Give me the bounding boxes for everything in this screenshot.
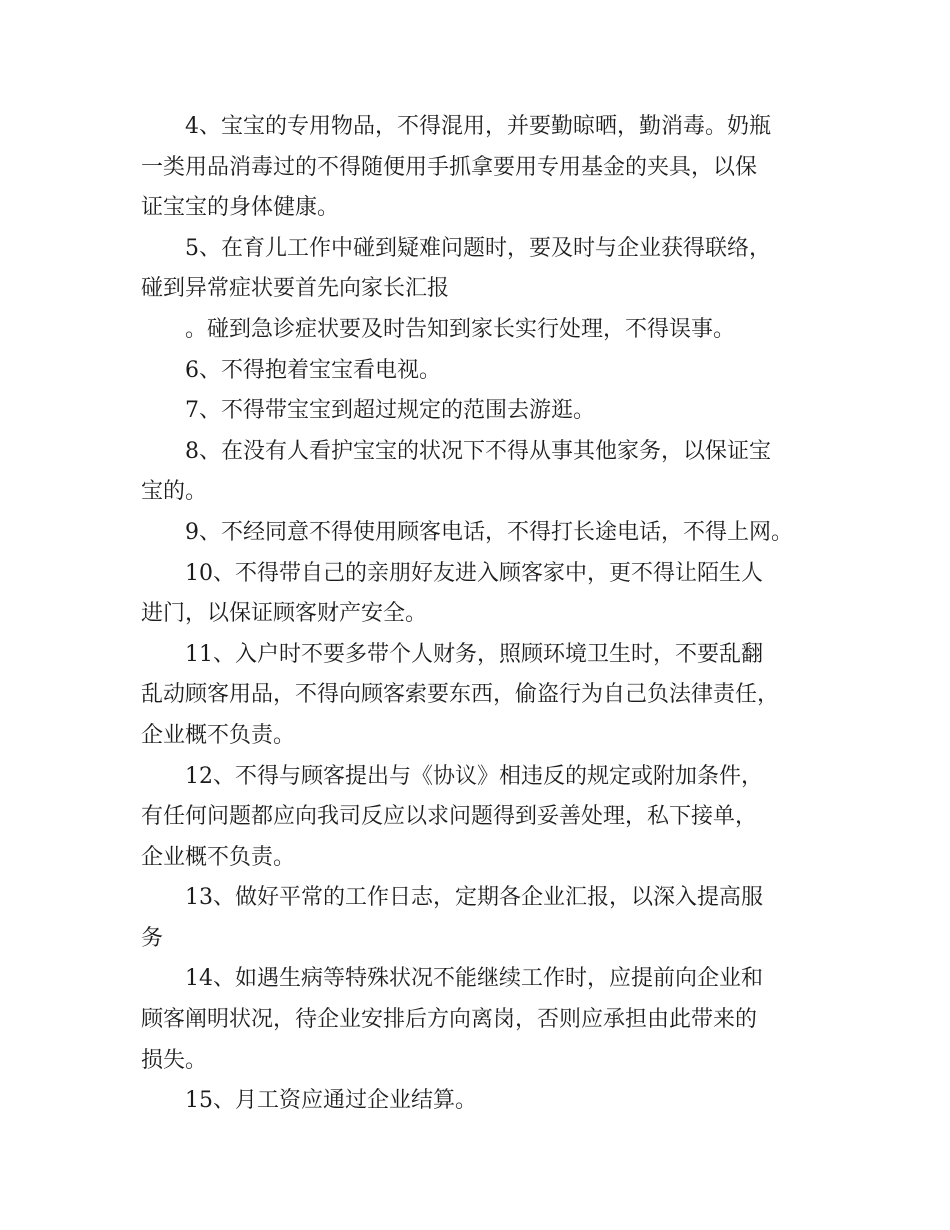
document-line: 15、月工资应通过企业结算。	[185, 1088, 477, 1114]
document-line: 有任何问题都应向我司反应以求问题得到妥善处理，私下接单，	[141, 804, 758, 830]
document-line: 6、不得抱着宝宝看电视。	[185, 357, 441, 383]
document-line: 顾客阐明状况，待企业安排后方向离岗，否则应承担由此带来的	[141, 1007, 758, 1033]
document-line: 碰到异常症状要首先向家长汇报	[141, 276, 450, 302]
document-line: 14、如遇生病等特殊状况不能继续工作时，应提前向企业和	[185, 966, 763, 992]
document-line: 乱动顾客用品，不得向顾客索要东西，偷盗行为自己负法律责任，	[141, 682, 780, 708]
document-line: 5、在育儿工作中碰到疑难问题时，要及时与企业获得联络，	[185, 235, 771, 261]
document-line: 损失。	[141, 1047, 208, 1073]
document-line: 10、不得带自己的亲朋好友进入顾客家中，更不得让陌生人	[185, 560, 763, 586]
document-line: 11、入户时不要多带个人财务，照顾环境卫生时，不要乱翻	[185, 641, 763, 667]
document-line: 企业概不负责。	[141, 844, 296, 870]
document-line: 9、不经同意不得使用顾客电话，不得打长途电话，不得上网。	[185, 519, 793, 545]
document-line: 13、做好平常的工作日志，定期各企业汇报，以深入提高服	[185, 885, 763, 911]
document-line: 8、在没有人看护宝宝的状况下不得从事其他家务，以保证宝	[185, 438, 771, 464]
document-line: 进门，以保证顾客财产安全。	[141, 601, 428, 627]
document-line: 12、不得与顾客提出与《协议》相违反的规定或附加条件，	[185, 763, 763, 789]
document-line: 证宝宝的身体健康。	[141, 195, 340, 221]
document-line: 一类用品消毒过的不得随便用手抓拿要用专用基金的夹具，以保	[141, 154, 758, 180]
document-line: 7、不得带宝宝到超过规定的范围去游逛。	[185, 398, 595, 424]
document-line: 。碰到急诊症状要及时告知到家长实行处理，不得误事。	[185, 316, 736, 342]
document-line: 企业概不负责。	[141, 722, 296, 748]
document-body	[141, 107, 831, 1122]
document-line: 4、宝宝的专用物品，不得混用，并要勤晾晒，勤消毒。奶瓶	[185, 114, 771, 139]
document-line: 宝的。	[141, 479, 208, 505]
document-line: 务	[141, 925, 164, 951]
